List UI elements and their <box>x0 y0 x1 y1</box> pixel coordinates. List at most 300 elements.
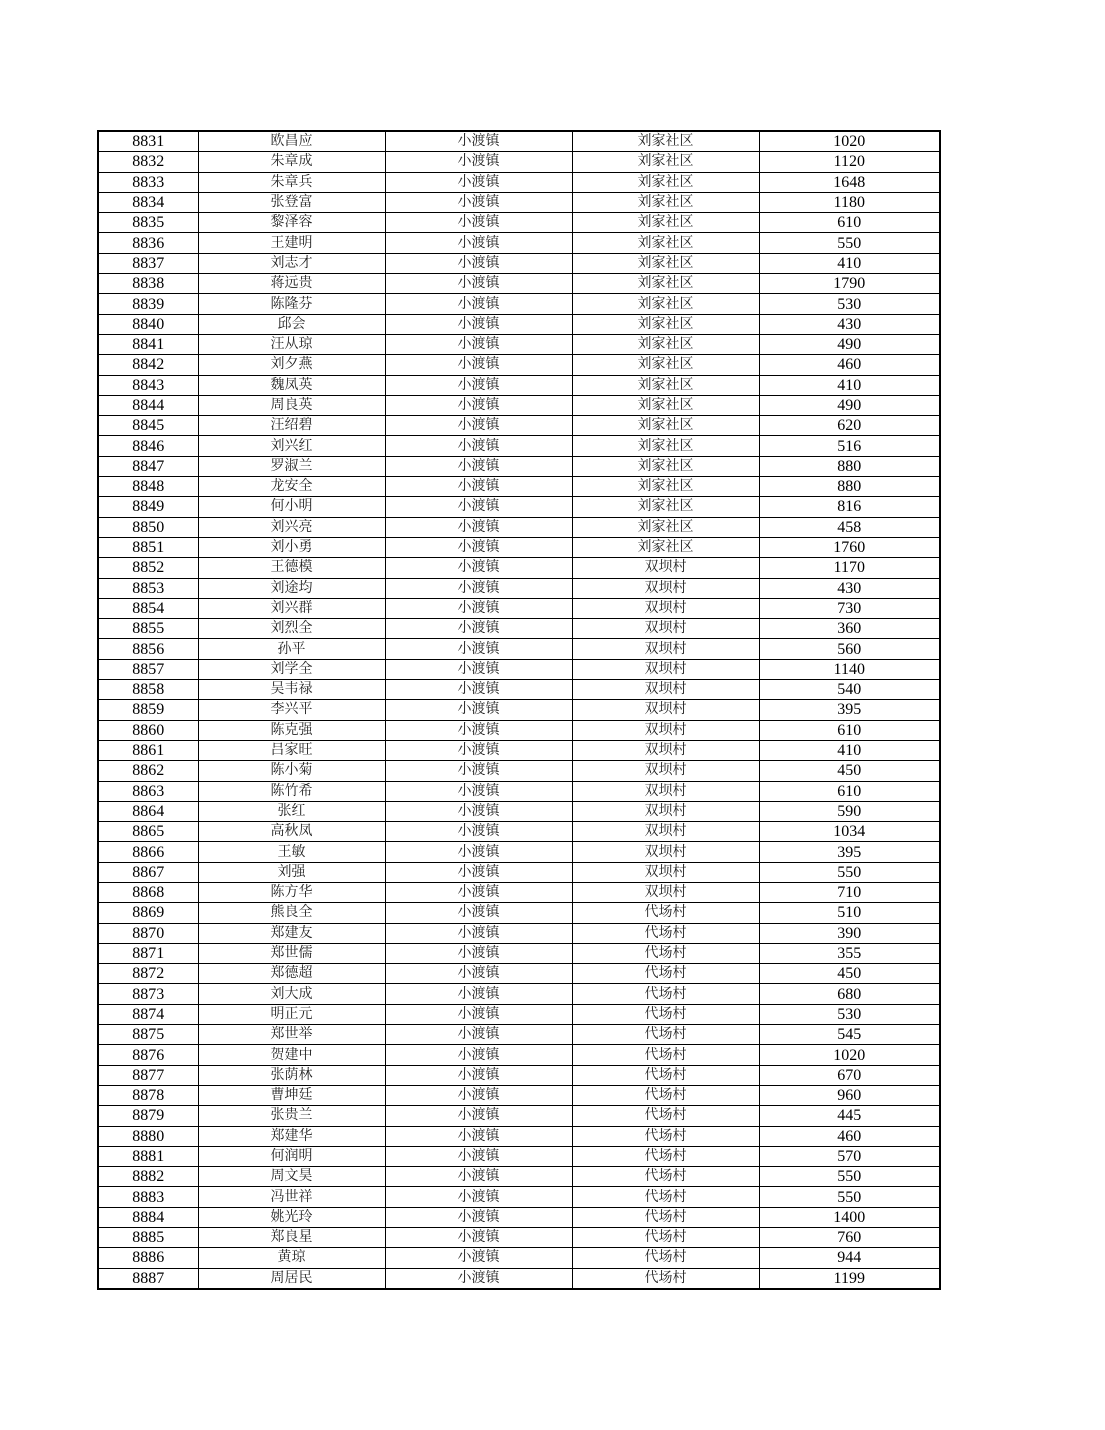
town-cell: 小渡镇 <box>385 964 572 984</box>
serial-number-cell: 8870 <box>98 923 198 943</box>
table-row <box>98 334 940 354</box>
serial-number-cell: 8887 <box>98 1268 198 1289</box>
village-cell: 双坝村 <box>572 822 759 842</box>
name-cell: 蒋远贵 <box>198 274 385 294</box>
town-cell: 小渡镇 <box>385 1126 572 1146</box>
town-cell: 小渡镇 <box>385 355 572 375</box>
serial-number-cell: 8847 <box>98 456 198 476</box>
village-cell: 代场村 <box>572 1085 759 1105</box>
amount-cell: 1020 <box>759 131 940 152</box>
serial-number-cell: 8834 <box>98 192 198 212</box>
name-cell: 欧昌应 <box>198 131 385 152</box>
table-row <box>98 1167 940 1187</box>
serial-number-cell: 8842 <box>98 355 198 375</box>
town-cell: 小渡镇 <box>385 1004 572 1024</box>
serial-number-cell: 8878 <box>98 1085 198 1105</box>
village-cell: 刘家社区 <box>572 274 759 294</box>
serial-number-cell: 8875 <box>98 1025 198 1045</box>
table-row <box>98 213 940 233</box>
name-cell: 郑建友 <box>198 923 385 943</box>
amount-cell: 445 <box>759 1106 940 1126</box>
village-cell: 代场村 <box>572 1004 759 1024</box>
town-cell: 小渡镇 <box>385 537 572 557</box>
town-cell: 小渡镇 <box>385 619 572 639</box>
name-cell: 朱章成 <box>198 152 385 172</box>
town-cell: 小渡镇 <box>385 131 572 152</box>
serial-number-cell: 8877 <box>98 1065 198 1085</box>
table-row <box>98 314 940 334</box>
name-cell: 何润明 <box>198 1146 385 1166</box>
serial-number-cell: 8848 <box>98 477 198 497</box>
serial-number-cell: 8851 <box>98 537 198 557</box>
town-cell: 小渡镇 <box>385 1248 572 1268</box>
table-row <box>98 720 940 740</box>
amount-cell: 560 <box>759 639 940 659</box>
town-cell: 小渡镇 <box>385 477 572 497</box>
town-cell: 小渡镇 <box>385 497 572 517</box>
serial-number-cell: 8846 <box>98 436 198 456</box>
village-cell: 双坝村 <box>572 558 759 578</box>
name-cell: 陈隆芬 <box>198 294 385 314</box>
serial-number-cell: 8882 <box>98 1167 198 1187</box>
serial-number-cell: 8854 <box>98 598 198 618</box>
name-cell: 刘学全 <box>198 659 385 679</box>
village-cell: 双坝村 <box>572 680 759 700</box>
serial-number-cell: 8886 <box>98 1248 198 1268</box>
serial-number-cell: 8866 <box>98 842 198 862</box>
name-cell: 陈方华 <box>198 882 385 902</box>
village-cell: 双坝村 <box>572 659 759 679</box>
amount-cell: 670 <box>759 1065 940 1085</box>
village-cell: 双坝村 <box>572 761 759 781</box>
table-row <box>98 477 940 497</box>
village-cell: 代场村 <box>572 1106 759 1126</box>
amount-cell: 410 <box>759 375 940 395</box>
table-row <box>98 578 940 598</box>
name-cell: 高秋凤 <box>198 822 385 842</box>
village-cell: 双坝村 <box>572 598 759 618</box>
village-cell: 刘家社区 <box>572 253 759 273</box>
amount-cell: 550 <box>759 1187 940 1207</box>
name-cell: 王建明 <box>198 233 385 253</box>
serial-number-cell: 8873 <box>98 984 198 1004</box>
amount-cell: 610 <box>759 213 940 233</box>
village-cell: 双坝村 <box>572 639 759 659</box>
village-cell: 代场村 <box>572 1248 759 1268</box>
serial-number-cell: 8838 <box>98 274 198 294</box>
serial-number-cell: 8871 <box>98 943 198 963</box>
amount-cell: 816 <box>759 497 940 517</box>
table-row <box>98 1106 940 1126</box>
village-cell: 刘家社区 <box>572 172 759 192</box>
name-cell: 刘兴群 <box>198 598 385 618</box>
town-cell: 小渡镇 <box>385 639 572 659</box>
village-cell: 代场村 <box>572 984 759 1004</box>
amount-cell: 730 <box>759 598 940 618</box>
name-cell: 陈小菊 <box>198 761 385 781</box>
table-row <box>98 355 940 375</box>
amount-cell: 590 <box>759 801 940 821</box>
table-row <box>98 639 940 659</box>
amount-cell: 1034 <box>759 822 940 842</box>
name-cell: 张荫林 <box>198 1065 385 1085</box>
serial-number-cell: 8879 <box>98 1106 198 1126</box>
name-cell: 姚光玲 <box>198 1207 385 1227</box>
name-cell: 陈克强 <box>198 720 385 740</box>
serial-number-cell: 8840 <box>98 314 198 334</box>
amount-cell: 1760 <box>759 537 940 557</box>
amount-cell: 516 <box>759 436 940 456</box>
name-cell: 刘途均 <box>198 578 385 598</box>
serial-number-cell: 8881 <box>98 1146 198 1166</box>
amount-cell: 760 <box>759 1228 940 1248</box>
village-cell: 刘家社区 <box>572 517 759 537</box>
town-cell: 小渡镇 <box>385 801 572 821</box>
village-cell: 代场村 <box>572 1268 759 1289</box>
amount-cell: 1120 <box>759 152 940 172</box>
amount-cell: 460 <box>759 355 940 375</box>
village-cell: 刘家社区 <box>572 294 759 314</box>
town-cell: 小渡镇 <box>385 1167 572 1187</box>
serial-number-cell: 8853 <box>98 578 198 598</box>
amount-cell: 390 <box>759 923 940 943</box>
amount-cell: 395 <box>759 842 940 862</box>
name-cell: 郑良星 <box>198 1228 385 1248</box>
serial-number-cell: 8868 <box>98 882 198 902</box>
serial-number-cell: 8837 <box>98 253 198 273</box>
amount-cell: 530 <box>759 294 940 314</box>
name-cell: 郑建华 <box>198 1126 385 1146</box>
table-row <box>98 862 940 882</box>
amount-cell: 1180 <box>759 192 940 212</box>
serial-number-cell: 8843 <box>98 375 198 395</box>
name-cell: 刘小勇 <box>198 537 385 557</box>
village-cell: 代场村 <box>572 964 759 984</box>
town-cell: 小渡镇 <box>385 700 572 720</box>
amount-cell: 880 <box>759 456 940 476</box>
amount-cell: 550 <box>759 862 940 882</box>
town-cell: 小渡镇 <box>385 862 572 882</box>
amount-cell: 360 <box>759 619 940 639</box>
name-cell: 熊良全 <box>198 903 385 923</box>
amount-cell: 1400 <box>759 1207 940 1227</box>
town-cell: 小渡镇 <box>385 740 572 760</box>
amount-cell: 1020 <box>759 1045 940 1065</box>
serial-number-cell: 8832 <box>98 152 198 172</box>
serial-number-cell: 8880 <box>98 1126 198 1146</box>
town-cell: 小渡镇 <box>385 416 572 436</box>
amount-cell: 430 <box>759 578 940 598</box>
town-cell: 小渡镇 <box>385 1268 572 1289</box>
town-cell: 小渡镇 <box>385 761 572 781</box>
town-cell: 小渡镇 <box>385 1025 572 1045</box>
amount-cell: 540 <box>759 680 940 700</box>
village-cell: 双坝村 <box>572 700 759 720</box>
amount-cell: 355 <box>759 943 940 963</box>
village-cell: 双坝村 <box>572 842 759 862</box>
name-cell: 明正元 <box>198 1004 385 1024</box>
village-cell: 代场村 <box>572 1228 759 1248</box>
table-row <box>98 822 940 842</box>
table-row <box>98 436 940 456</box>
name-cell: 刘兴亮 <box>198 517 385 537</box>
amount-cell: 458 <box>759 517 940 537</box>
village-cell: 双坝村 <box>572 781 759 801</box>
serial-number-cell: 8850 <box>98 517 198 537</box>
village-cell: 刘家社区 <box>572 477 759 497</box>
amount-cell: 410 <box>759 740 940 760</box>
town-cell: 小渡镇 <box>385 1045 572 1065</box>
town-cell: 小渡镇 <box>385 456 572 476</box>
name-cell: 邱会 <box>198 314 385 334</box>
village-cell: 代场村 <box>572 1187 759 1207</box>
amount-cell: 620 <box>759 416 940 436</box>
table-row <box>98 1268 940 1289</box>
name-cell: 汪绍碧 <box>198 416 385 436</box>
town-cell: 小渡镇 <box>385 923 572 943</box>
table-row <box>98 700 940 720</box>
amount-cell: 410 <box>759 253 940 273</box>
amount-cell: 530 <box>759 1004 940 1024</box>
table-row <box>98 903 940 923</box>
town-cell: 小渡镇 <box>385 598 572 618</box>
serial-number-cell: 8862 <box>98 761 198 781</box>
amount-cell: 944 <box>759 1248 940 1268</box>
serial-number-cell: 8836 <box>98 233 198 253</box>
village-cell: 代场村 <box>572 1025 759 1045</box>
village-cell: 代场村 <box>572 1146 759 1166</box>
name-cell: 张贵兰 <box>198 1106 385 1126</box>
name-cell: 刘夕燕 <box>198 355 385 375</box>
village-cell: 刘家社区 <box>572 314 759 334</box>
amount-cell: 510 <box>759 903 940 923</box>
name-cell: 周文昊 <box>198 1167 385 1187</box>
serial-number-cell: 8844 <box>98 395 198 415</box>
town-cell: 小渡镇 <box>385 882 572 902</box>
town-cell: 小渡镇 <box>385 152 572 172</box>
town-cell: 小渡镇 <box>385 517 572 537</box>
village-cell: 代场村 <box>572 923 759 943</box>
town-cell: 小渡镇 <box>385 984 572 1004</box>
amount-cell: 430 <box>759 314 940 334</box>
village-cell: 刘家社区 <box>572 233 759 253</box>
serial-number-cell: 8859 <box>98 700 198 720</box>
table-row <box>98 842 940 862</box>
town-cell: 小渡镇 <box>385 1085 572 1105</box>
name-cell: 陈竹希 <box>198 781 385 801</box>
serial-number-cell: 8831 <box>98 131 198 152</box>
serial-number-cell: 8845 <box>98 416 198 436</box>
table-row <box>98 172 940 192</box>
town-cell: 小渡镇 <box>385 578 572 598</box>
serial-number-cell: 8852 <box>98 558 198 578</box>
table-row <box>98 253 940 273</box>
amount-cell: 395 <box>759 700 940 720</box>
table-row <box>98 781 940 801</box>
name-cell: 刘烈全 <box>198 619 385 639</box>
village-cell: 刘家社区 <box>572 537 759 557</box>
table-row <box>98 984 940 1004</box>
table-row <box>98 1228 940 1248</box>
village-cell: 代场村 <box>572 1207 759 1227</box>
town-cell: 小渡镇 <box>385 1228 572 1248</box>
name-cell: 周居民 <box>198 1268 385 1289</box>
amount-cell: 490 <box>759 395 940 415</box>
table-row <box>98 1126 940 1146</box>
table-row <box>98 1065 940 1085</box>
village-cell: 代场村 <box>572 943 759 963</box>
name-cell: 刘志才 <box>198 253 385 273</box>
name-cell: 李兴平 <box>198 700 385 720</box>
table-row <box>98 1187 940 1207</box>
village-cell: 刘家社区 <box>572 416 759 436</box>
village-cell: 双坝村 <box>572 619 759 639</box>
serial-number-cell: 8860 <box>98 720 198 740</box>
town-cell: 小渡镇 <box>385 680 572 700</box>
name-cell: 郑世儒 <box>198 943 385 963</box>
table-row <box>98 619 940 639</box>
table-row <box>98 416 940 436</box>
amount-cell: 610 <box>759 720 940 740</box>
amount-cell: 1790 <box>759 274 940 294</box>
name-cell: 郑德超 <box>198 964 385 984</box>
table-row <box>98 801 940 821</box>
table-row <box>98 395 940 415</box>
table-row <box>98 233 940 253</box>
table-row <box>98 1004 940 1024</box>
table-row <box>98 761 940 781</box>
serial-number-cell: 8872 <box>98 964 198 984</box>
amount-cell: 545 <box>759 1025 940 1045</box>
town-cell: 小渡镇 <box>385 720 572 740</box>
name-cell: 魏凤英 <box>198 375 385 395</box>
table-row <box>98 517 940 537</box>
amount-cell: 1170 <box>759 558 940 578</box>
village-cell: 双坝村 <box>572 862 759 882</box>
serial-number-cell: 8864 <box>98 801 198 821</box>
amount-cell: 1140 <box>759 659 940 679</box>
name-cell: 刘大成 <box>198 984 385 1004</box>
name-cell: 张登富 <box>198 192 385 212</box>
name-cell: 冯世祥 <box>198 1187 385 1207</box>
serial-number-cell: 8841 <box>98 334 198 354</box>
amount-cell: 450 <box>759 761 940 781</box>
name-cell: 朱章兵 <box>198 172 385 192</box>
village-cell: 刘家社区 <box>572 355 759 375</box>
table-row <box>98 497 940 517</box>
town-cell: 小渡镇 <box>385 842 572 862</box>
serial-number-cell: 8885 <box>98 1228 198 1248</box>
amount-cell: 710 <box>759 882 940 902</box>
table-row <box>98 131 940 152</box>
amount-cell: 960 <box>759 1085 940 1105</box>
serial-number-cell: 8884 <box>98 1207 198 1227</box>
name-cell: 周良英 <box>198 395 385 415</box>
name-cell: 龙安全 <box>198 477 385 497</box>
name-cell: 孙平 <box>198 639 385 659</box>
table-row <box>98 964 940 984</box>
table-row <box>98 882 940 902</box>
village-cell: 刘家社区 <box>572 395 759 415</box>
serial-number-cell: 8835 <box>98 213 198 233</box>
table-row <box>98 1207 940 1227</box>
name-cell: 何小明 <box>198 497 385 517</box>
town-cell: 小渡镇 <box>385 294 572 314</box>
town-cell: 小渡镇 <box>385 233 572 253</box>
amount-cell: 450 <box>759 964 940 984</box>
table-row <box>98 1045 940 1065</box>
amount-cell: 680 <box>759 984 940 1004</box>
amount-cell: 490 <box>759 334 940 354</box>
name-cell: 张红 <box>198 801 385 821</box>
table-row <box>98 456 940 476</box>
table-row <box>98 1025 940 1045</box>
serial-number-cell: 8856 <box>98 639 198 659</box>
village-cell: 双坝村 <box>572 740 759 760</box>
town-cell: 小渡镇 <box>385 172 572 192</box>
village-cell: 双坝村 <box>572 801 759 821</box>
serial-number-cell: 8833 <box>98 172 198 192</box>
amount-cell: 610 <box>759 781 940 801</box>
table-row <box>98 192 940 212</box>
name-cell: 刘强 <box>198 862 385 882</box>
amount-cell: 570 <box>759 1146 940 1166</box>
town-cell: 小渡镇 <box>385 1187 572 1207</box>
town-cell: 小渡镇 <box>385 395 572 415</box>
table-row <box>98 152 940 172</box>
serial-number-cell: 8861 <box>98 740 198 760</box>
village-cell: 双坝村 <box>572 578 759 598</box>
amount-cell: 550 <box>759 233 940 253</box>
table-row <box>98 598 940 618</box>
table-row <box>98 680 940 700</box>
table-row <box>98 740 940 760</box>
village-cell: 刘家社区 <box>572 131 759 152</box>
town-cell: 小渡镇 <box>385 781 572 801</box>
village-cell: 刘家社区 <box>572 436 759 456</box>
town-cell: 小渡镇 <box>385 213 572 233</box>
amount-cell: 460 <box>759 1126 940 1146</box>
serial-number-cell: 8857 <box>98 659 198 679</box>
town-cell: 小渡镇 <box>385 659 572 679</box>
amount-cell: 1199 <box>759 1268 940 1289</box>
name-cell: 郑世举 <box>198 1025 385 1045</box>
name-cell: 刘兴红 <box>198 436 385 456</box>
town-cell: 小渡镇 <box>385 334 572 354</box>
name-cell: 罗淑兰 <box>198 456 385 476</box>
town-cell: 小渡镇 <box>385 1146 572 1166</box>
table-row <box>98 537 940 557</box>
serial-number-cell: 8865 <box>98 822 198 842</box>
serial-number-cell: 8849 <box>98 497 198 517</box>
name-cell: 吕家旺 <box>198 740 385 760</box>
village-cell: 刘家社区 <box>572 456 759 476</box>
name-cell: 汪从琼 <box>198 334 385 354</box>
table-row <box>98 1248 940 1268</box>
serial-number-cell: 8855 <box>98 619 198 639</box>
town-cell: 小渡镇 <box>385 192 572 212</box>
serial-number-cell: 8874 <box>98 1004 198 1024</box>
town-cell: 小渡镇 <box>385 436 572 456</box>
village-cell: 刘家社区 <box>572 152 759 172</box>
amount-cell: 880 <box>759 477 940 497</box>
village-cell: 双坝村 <box>572 720 759 740</box>
village-cell: 双坝村 <box>572 882 759 902</box>
table-row <box>98 294 940 314</box>
name-cell: 贺建中 <box>198 1045 385 1065</box>
town-cell: 小渡镇 <box>385 253 572 273</box>
village-cell: 代场村 <box>572 1167 759 1187</box>
